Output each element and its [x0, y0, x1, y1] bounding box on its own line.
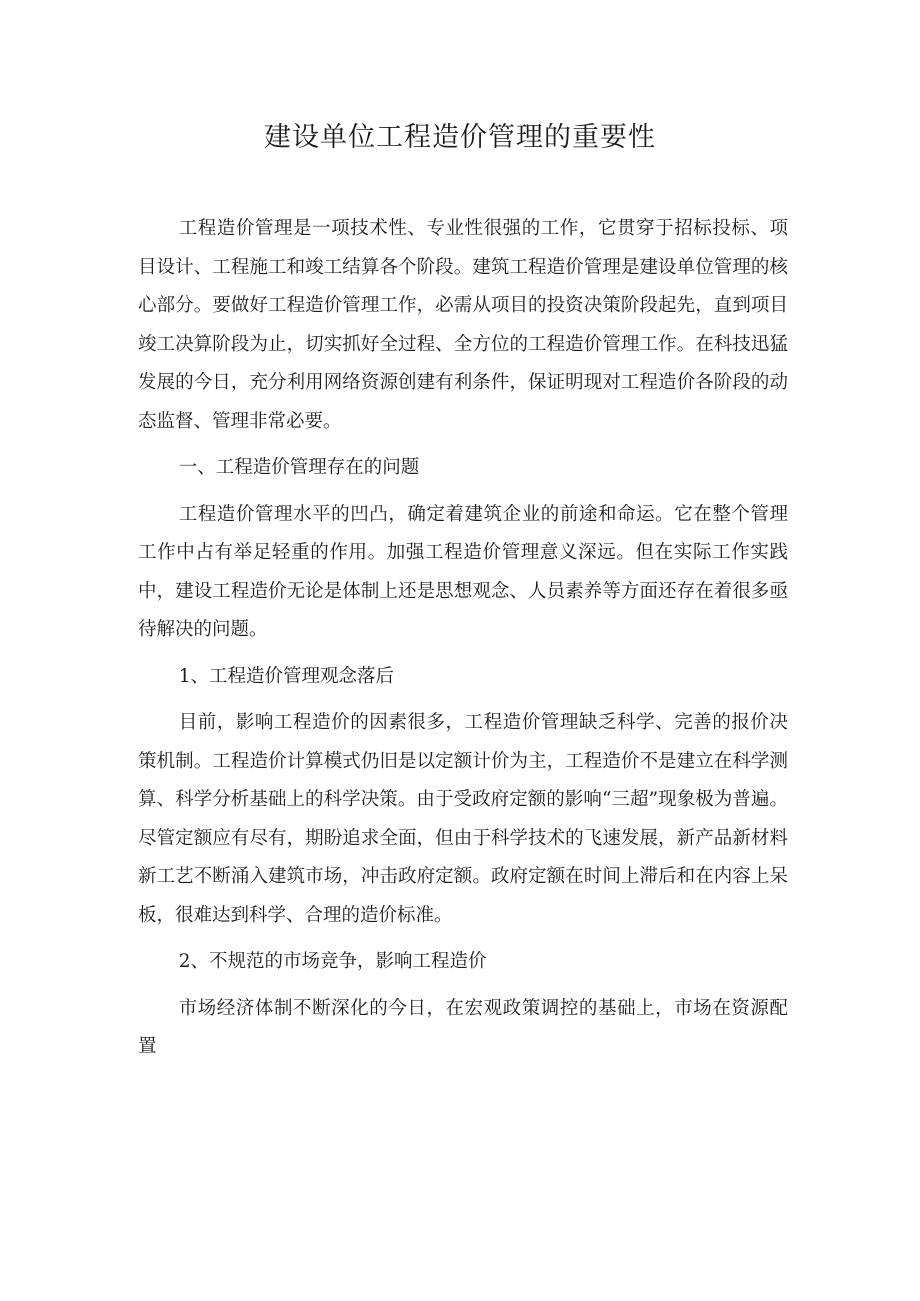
section-heading-problems: 一、工程造价管理存在的问题	[178, 457, 420, 478]
paragraph-intro: 工程造价管理是一项技术性、专业性很强的工作，它贯穿于招标投标、项目设计、工程施工和竣工结算各个阶段。建筑工程造价管理是建设单位管理的核心部分。要做好工程造价管理工作，必需从项目的投资决策阶段起先，直到项目竣工决算阶段为止，切实抓好全过程、全方位的工程造价管理工作。在科技迅猛发展的今日，充分利用网络资源创建有利条件，保证明现对工程造价各阶段的动态监督、管理非常必要。	[138, 218, 788, 432]
subheading-outdated-concepts: 1、工程造价管理观念落后	[178, 665, 394, 687]
document-body	[138, 210, 788, 1075]
paragraph-market-competition: 市场经济体制不断深化的今日，在宏观政策调控的基础上，市场在资源配置	[138, 997, 788, 1057]
subheading-market-competition: 2、不规范的市场竞争，影响工程造价	[178, 951, 487, 972]
document-title: 建设单位工程造价管理的重要性	[264, 122, 656, 153]
paragraph-outdated-concepts: 目前，影响工程造价的因素很多，工程造价管理缺乏科学、完善的报价决策机制。工程造价计算模式仍旧是以定额计价为主，工程造价不是建立在科学测算、科学分析基础上的科学决策。由于受政府定额的影响“三超”现象极为普遍。尽管定额应有尽有，期盼追求全面，但由于科学技术的飞速发展，新产品新材料新工艺不断涌入建筑市场，冲击政府定额。政府定额在时间上滞后和在内容上呆板，很难达到科学、合理的造价标准。	[138, 712, 788, 926]
paragraph-problems: 工程造价管理水平的凹凸，确定着建筑企业的前途和命运。它在整个管理工作中占有举足轻重的作用。加强工程造价管理意义深远。但在实际工作实践中，建设工程造价无论是体制上还是思想观念、人员素养等方面还存在着很多亟待解决的问题。	[138, 503, 788, 640]
